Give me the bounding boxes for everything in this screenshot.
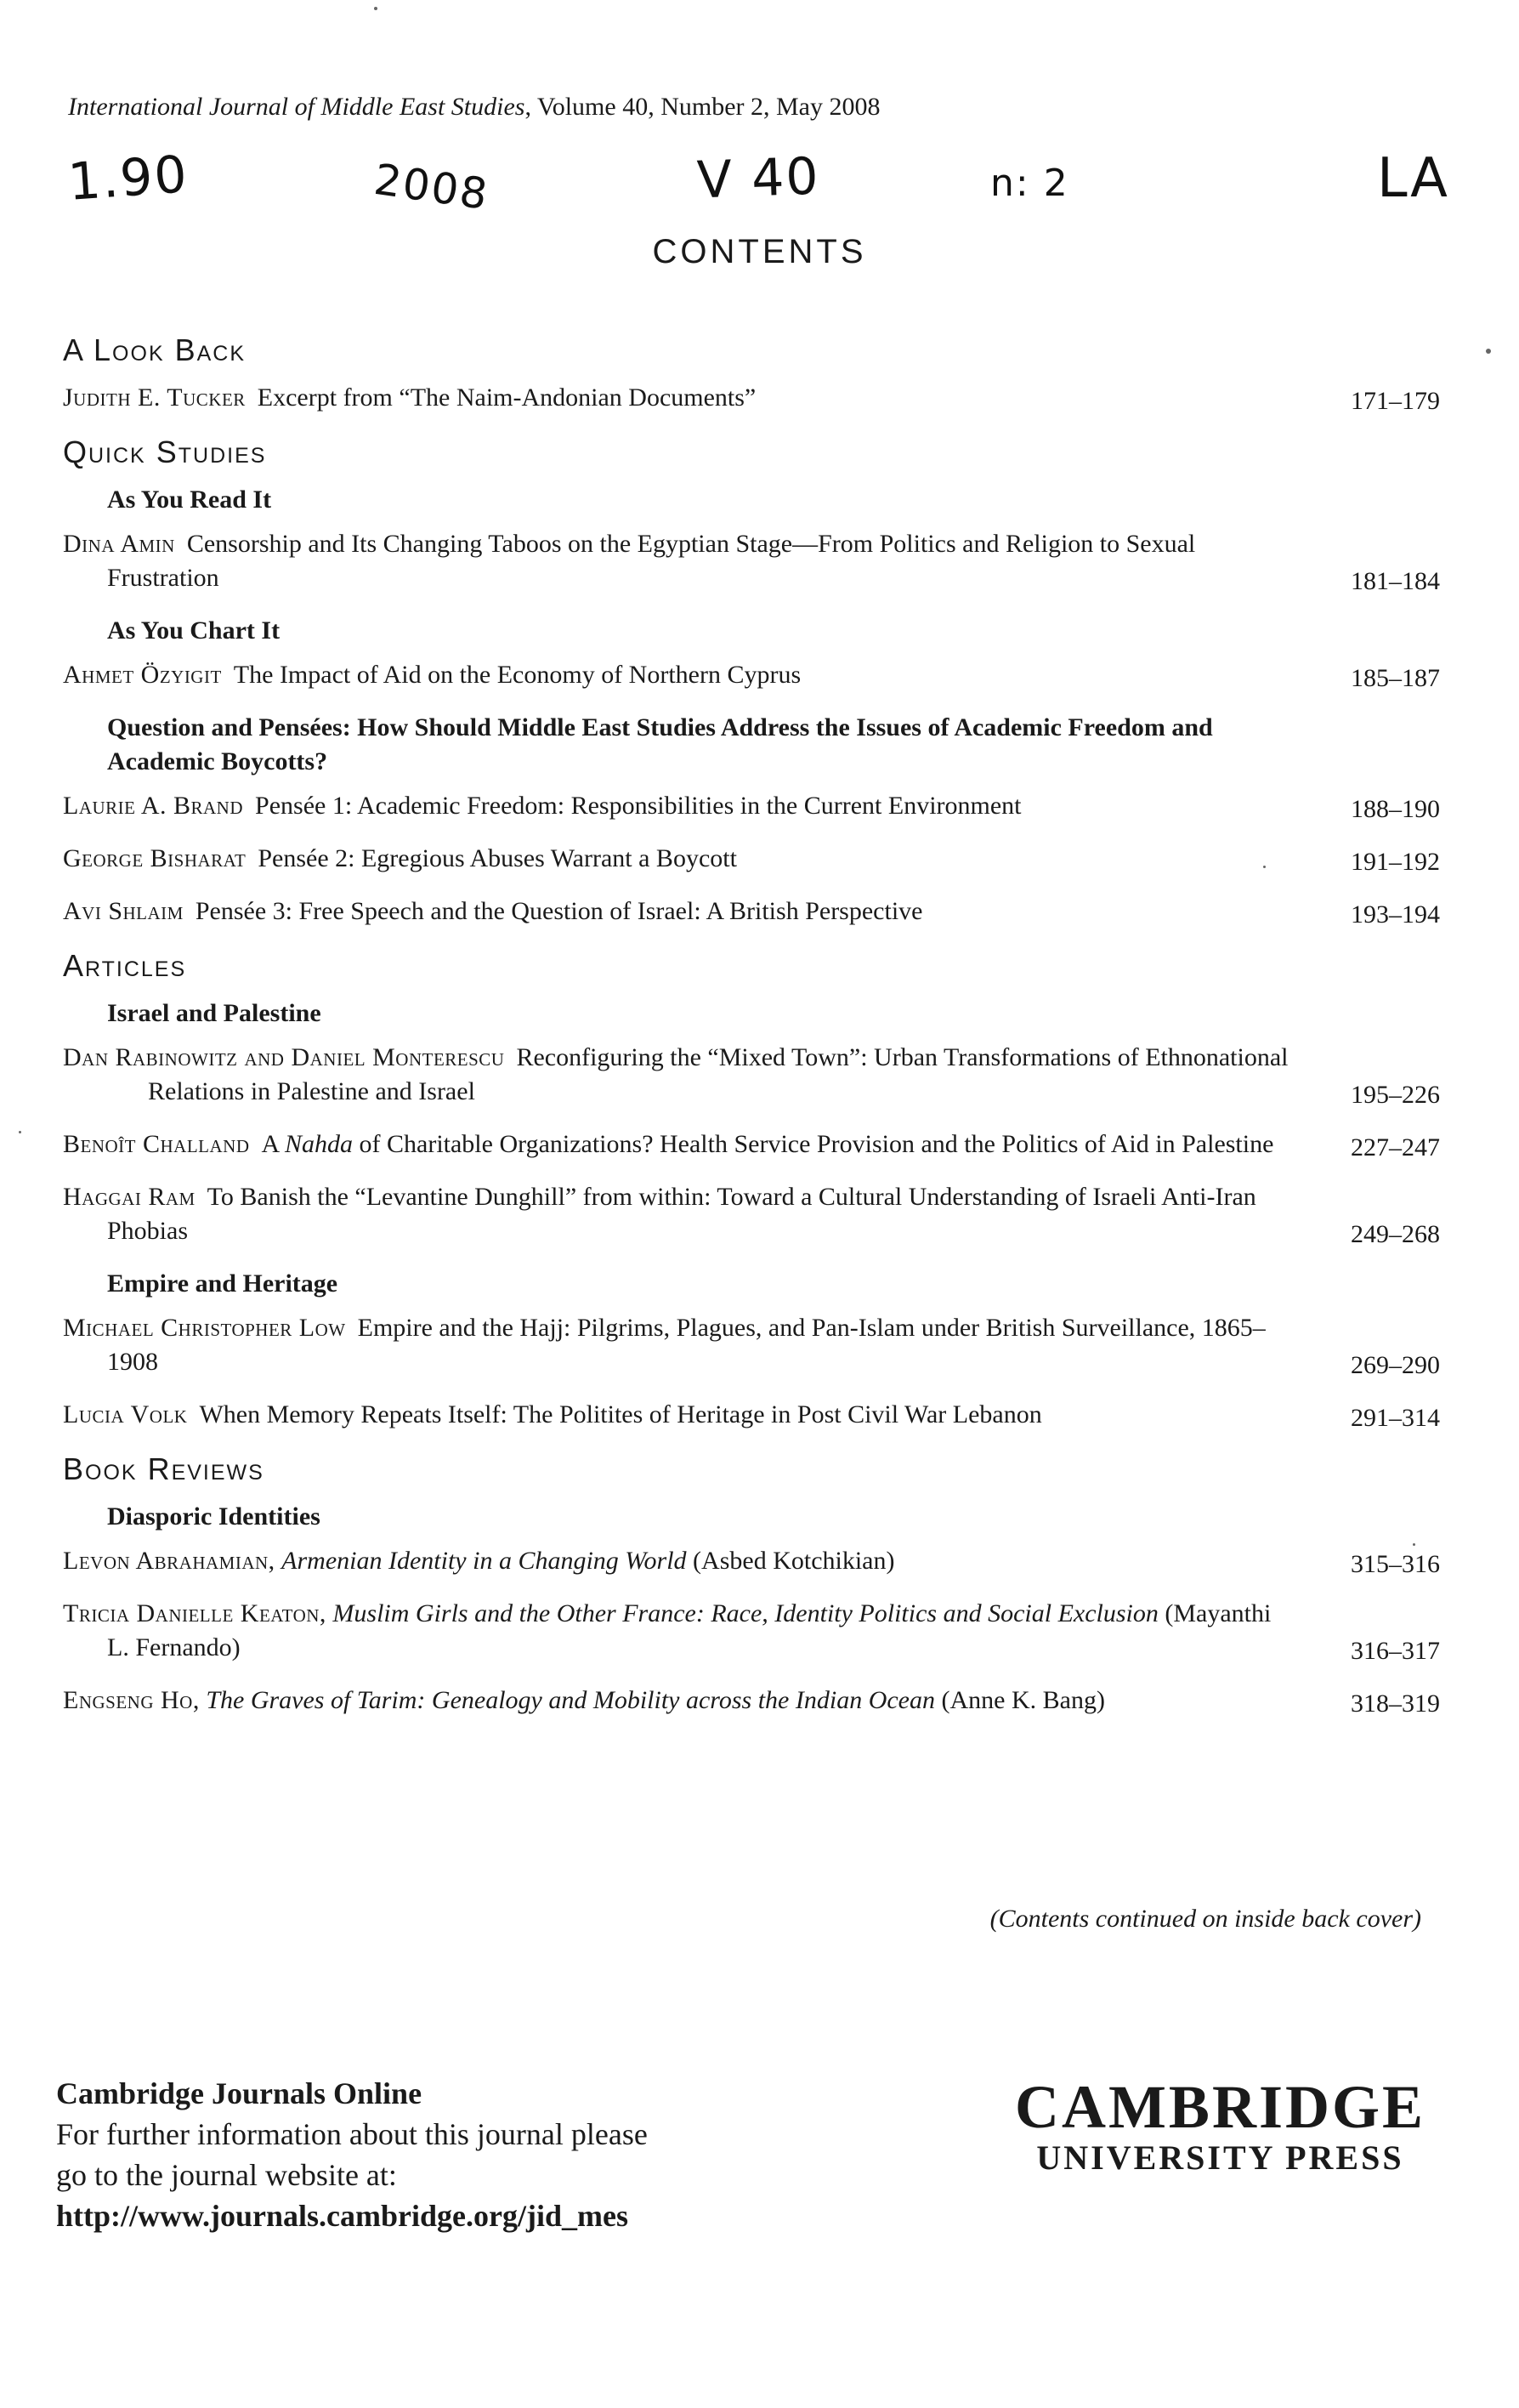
subsection-heading: Diasporic Identities	[107, 1502, 320, 1531]
section-heading: Articles	[63, 948, 187, 983]
entry-pages: 171–179	[1351, 387, 1440, 415]
entry-book-title: Muslim Girls and the Other France: Race, Identity Politics and Social Exclusion	[332, 1599, 1159, 1627]
subsection-heading: As You Read It	[107, 486, 272, 514]
entry-book-title: The Graves of Tarim: Genealogy and Mobility across the Indian Ocean	[206, 1686, 935, 1714]
entry-author: George Bisharat	[63, 844, 247, 872]
scan-speck	[1413, 1543, 1415, 1546]
entry-pages: 193–194	[1351, 900, 1440, 929]
scan-speck	[1263, 866, 1266, 868]
entry-title: When Memory Repeats Itself: The Politites of Heritage in Post Civil War Lebanon	[199, 1400, 1042, 1428]
entry-reviewer: (Anne K. Bang)	[941, 1686, 1105, 1714]
entry-pages: 269–290	[1351, 1351, 1440, 1379]
publisher-logo	[1015, 2075, 1425, 2177]
entry-pages: 188–190	[1351, 795, 1440, 823]
subsection-heading: Question and Pensées: How Should Middle East Studies Address the Issues of Academic Freedom and Academic Boycotts?	[107, 713, 1213, 775]
entry-title-pre: A	[261, 1130, 285, 1158]
entry-pages: 318–319	[1351, 1690, 1440, 1718]
entry-title: Pensée 3: Free Speech and the Question of Israel: A British Perspective	[195, 897, 923, 925]
entry-pages: 195–226	[1351, 1081, 1440, 1109]
publisher-press: UNIVERSITY PRESS	[1036, 2138, 1404, 2177]
scan-speck	[374, 7, 377, 10]
entry-title: To Banish the “Levantine Dunghill” from within: Toward a Cultural Understanding of Israeli Anti-Iran Phobias	[107, 1183, 1256, 1245]
toc-entry[interactable]	[63, 842, 1440, 876]
entry-reviewer: (Mayanthi L. Fernando)	[107, 1599, 1272, 1661]
entry-author: Avi Shlaim	[63, 897, 184, 925]
entry-pages: 181–184	[1351, 567, 1440, 595]
entry-author: Laurie A. Brand	[63, 792, 244, 820]
subsection-heading: Israel and Palestine	[107, 999, 321, 1027]
entry-pages: 249–268	[1351, 1220, 1440, 1248]
scan-speck	[1486, 349, 1491, 354]
entry-title-italic: Nahda	[285, 1130, 354, 1158]
entry-title: Censorship and Its Changing Taboos on the Egyptian Stage—From Politics and Religion to Sexual Frustration	[107, 530, 1196, 592]
cjo-text-line: go to the journal website at:	[56, 2158, 397, 2192]
subsection-heading: Empire and Heritage	[107, 1269, 338, 1298]
toc-entry[interactable]	[63, 894, 1440, 929]
entry-author: Engseng Ho,	[63, 1686, 200, 1714]
entry-author: Ahmet Özyigit	[63, 661, 222, 689]
cambridge-journals-online-block	[56, 2073, 821, 2236]
entry-pages: 315–316	[1351, 1550, 1440, 1578]
journal-website-link[interactable]: http://www.journals.cambridge.org/jid_mes	[56, 2199, 628, 2233]
handwritten-note: V 40	[695, 146, 821, 211]
handwritten-note: n: 2	[990, 162, 1069, 205]
journal-header	[68, 92, 881, 122]
entry-pages: 191–192	[1351, 848, 1440, 876]
entry-title: Empire and the Hajj: Pilgrims, Plagues, and Pan-Islam under British Surveillance, 1865–1908	[107, 1314, 1266, 1376]
entry-title-post: of Charitable Organizations? Health Service Provision and the Politics of Aid in Palestine	[353, 1130, 1274, 1158]
handwritten-note: 1.90	[65, 145, 190, 213]
entry-author: Lucia Volk	[63, 1400, 188, 1428]
section-heading: Book Reviews	[63, 1451, 264, 1486]
entry-author: Dan Rabinowitz and Daniel Monterescu	[63, 1043, 505, 1071]
entry-pages: 316–317	[1351, 1637, 1440, 1665]
entry-author: Levon Abrahamian,	[63, 1547, 275, 1575]
entry-title: Excerpt from “The Naim-Andonian Documents”	[257, 383, 757, 412]
section-heading: Quick Studies	[63, 434, 267, 469]
section-heading: A Look Back	[63, 332, 247, 367]
toc-entry[interactable]	[63, 1684, 1440, 1718]
continued-note: (Contents continued on inside back cover)	[989, 1905, 1421, 1933]
journal-issue: , Volume 40, Number 2, May 2008	[524, 93, 881, 121]
subsection-heading: As You Chart It	[107, 616, 281, 645]
toc-entry[interactable]	[63, 1180, 1440, 1248]
toc-entry[interactable]	[63, 381, 1440, 415]
entry-book-title: Armenian Identity in a Changing World	[281, 1547, 687, 1575]
entry-author: Tricia Danielle Keaton,	[63, 1599, 326, 1627]
toc-entry[interactable]	[63, 1398, 1440, 1432]
toc-entry[interactable]	[63, 1544, 1440, 1578]
entry-pages: 227–247	[1351, 1133, 1440, 1161]
entry-title: Pensée 1: Academic Freedom: Responsibilities in the Current Environment	[255, 792, 1022, 820]
entry-pages: 185–187	[1351, 664, 1440, 692]
entry-author: Haggai Ram	[63, 1183, 196, 1211]
journal-title: International Journal of Middle East Studies	[68, 93, 525, 121]
entry-author: Judith E. Tucker	[63, 383, 246, 412]
entry-title: The Impact of Aid on the Economy of Northern Cyprus	[233, 661, 802, 689]
entry-reviewer: (Asbed Kotchikian)	[693, 1547, 895, 1575]
cjo-title: Cambridge Journals Online	[56, 2076, 422, 2110]
toc-entry[interactable]	[63, 1127, 1440, 1161]
handwritten-note: 2008	[371, 154, 492, 220]
entry-author: Benoît Challand	[63, 1130, 250, 1158]
toc-entry[interactable]	[63, 527, 1440, 595]
scan-speck	[19, 1131, 21, 1133]
entry-title: Reconfiguring the “Mixed Town”: Urban Transformations of Ethnonational Relations in Palestine and Israel	[148, 1043, 1289, 1105]
toc-entry[interactable]	[63, 1041, 1440, 1109]
cjo-text-line: For further information about this journal please	[56, 2117, 648, 2151]
contents-title: CONTENTS	[652, 233, 867, 270]
table-of-contents	[63, 332, 1440, 1736]
toc-entry[interactable]	[63, 1597, 1440, 1665]
entry-author: Dina Amin	[63, 530, 175, 558]
publisher-name: CAMBRIDGE	[1014, 2073, 1425, 2141]
toc-entry[interactable]	[63, 789, 1440, 823]
handwritten-note: LA	[1377, 147, 1449, 210]
toc-entry[interactable]	[63, 658, 1440, 692]
toc-entry[interactable]	[63, 1311, 1440, 1379]
entry-author: Michael Christopher Low	[63, 1314, 346, 1342]
entry-pages: 291–314	[1351, 1404, 1440, 1432]
entry-title: Pensée 2: Egregious Abuses Warrant a Boycott	[258, 844, 737, 872]
